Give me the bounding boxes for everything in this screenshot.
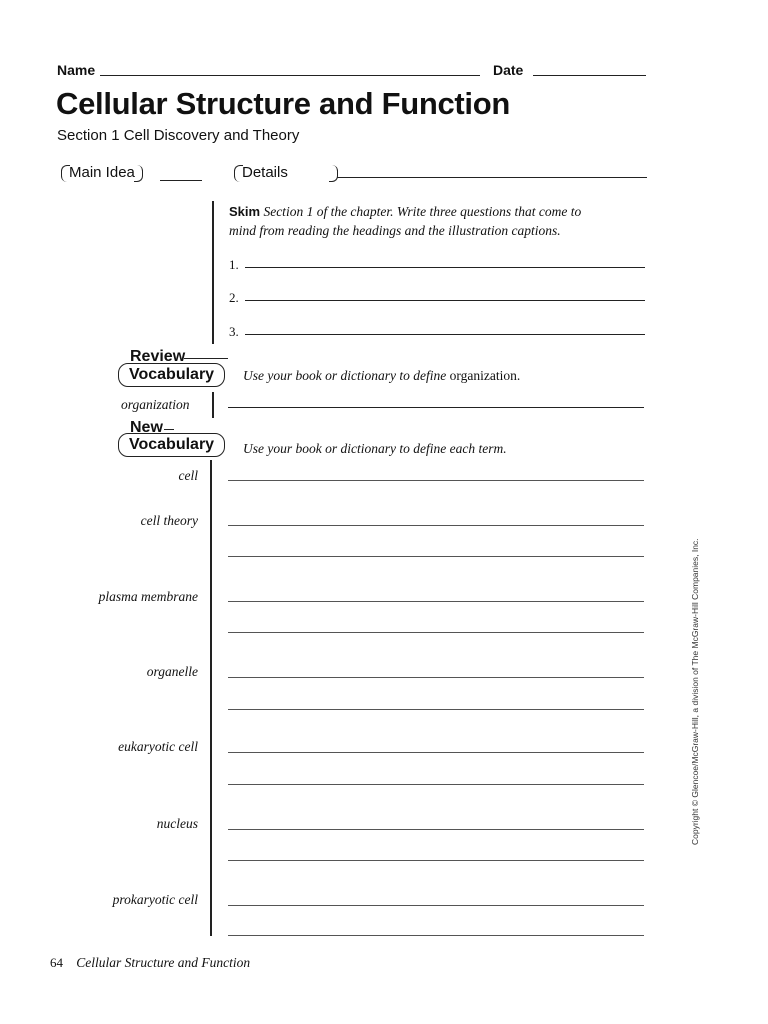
term-organelle: organelle (146, 664, 198, 679)
organelle-answer-line-2[interactable] (228, 709, 644, 710)
review-vocab-top-label: Review (130, 348, 186, 365)
organelle-answer-line-1[interactable] (228, 677, 644, 678)
question-1-number: 1. (229, 257, 239, 272)
nucleus-answer-line-2[interactable] (228, 860, 644, 861)
skim-line1: Section 1 of the chapter. Write three questions that come to (263, 204, 582, 219)
eukaryotic-cell-answer-line-1[interactable] (228, 752, 644, 753)
footer-title: Cellular Structure and Function (76, 955, 251, 970)
details-rule (337, 177, 647, 178)
review-instruction-text: Use your book or dictionary to define (243, 368, 450, 383)
term-organization: organization (121, 397, 190, 412)
main-idea-tab (63, 163, 141, 183)
nucleus-answer-line-1[interactable] (228, 829, 644, 830)
new-vocab-box: Vocabulary (118, 433, 225, 457)
name-field-line[interactable] (100, 75, 480, 76)
skim-instructions (229, 202, 649, 240)
term-cell-theory: cell theory (140, 513, 198, 528)
question-1-line[interactable] (245, 267, 645, 268)
review-vocab-box: Vocabulary (118, 363, 225, 387)
cell-theory-answer-line-2[interactable] (228, 556, 644, 557)
question-3-line[interactable] (245, 334, 645, 335)
cell-answer-line-1[interactable] (228, 480, 644, 481)
prokaryotic-cell-answer-line-2[interactable] (228, 935, 644, 936)
review-vocab-instruction (243, 368, 520, 384)
new-vocab-top-label: New (130, 419, 163, 436)
plasma-membrane-answer-line-1[interactable] (228, 601, 644, 602)
term-prokaryotic-cell: prokaryotic cell (112, 892, 198, 907)
review-vocab-rule (184, 358, 228, 359)
prokaryotic-cell-answer-line-1[interactable] (228, 905, 644, 906)
details-tab (236, 163, 336, 183)
section-subtitle: Section 1 Cell Discovery and Theory (57, 127, 300, 144)
review-instruction-term: organization. (449, 368, 521, 383)
term-eukaryotic-cell: eukaryotic cell (118, 739, 198, 754)
question-2-line[interactable] (245, 300, 645, 301)
term-nucleus: nucleus (156, 816, 198, 831)
eukaryotic-cell-answer-line-2[interactable] (228, 784, 644, 785)
date-label: Date (493, 62, 524, 78)
column-divider-top (212, 201, 214, 344)
footer (50, 955, 250, 971)
page-title: Cellular Structure and Function (56, 86, 511, 121)
new-vocab-instruction: Use your book or dictionary to define each term. (243, 441, 507, 456)
skim-label: Skim (229, 204, 261, 219)
question-2-number: 2. (229, 290, 239, 305)
term-cell: cell (178, 468, 198, 483)
column-divider-review (212, 392, 214, 418)
cell-theory-answer-line-1[interactable] (228, 525, 644, 526)
column-divider-new (210, 460, 212, 936)
main-idea-label: Main Idea (69, 164, 135, 181)
skim-line2: mind from reading the headings and the illustration captions. (229, 223, 561, 238)
copyright-notice: Copyright © Glencoe/McGraw-Hill, a division of The McGraw-Hill Companies, Inc. (690, 538, 700, 845)
term-plasma-membrane: plasma membrane (98, 589, 198, 604)
organization-answer-line[interactable] (228, 407, 644, 408)
new-vocab-rule (164, 429, 174, 430)
page-number: 64 (50, 955, 63, 970)
date-field-line[interactable] (533, 75, 646, 76)
plasma-membrane-answer-line-2[interactable] (228, 632, 644, 633)
question-3-number: 3. (229, 324, 239, 339)
main-idea-rule (160, 180, 202, 181)
details-label: Details (242, 164, 288, 181)
name-label: Name (57, 62, 96, 78)
